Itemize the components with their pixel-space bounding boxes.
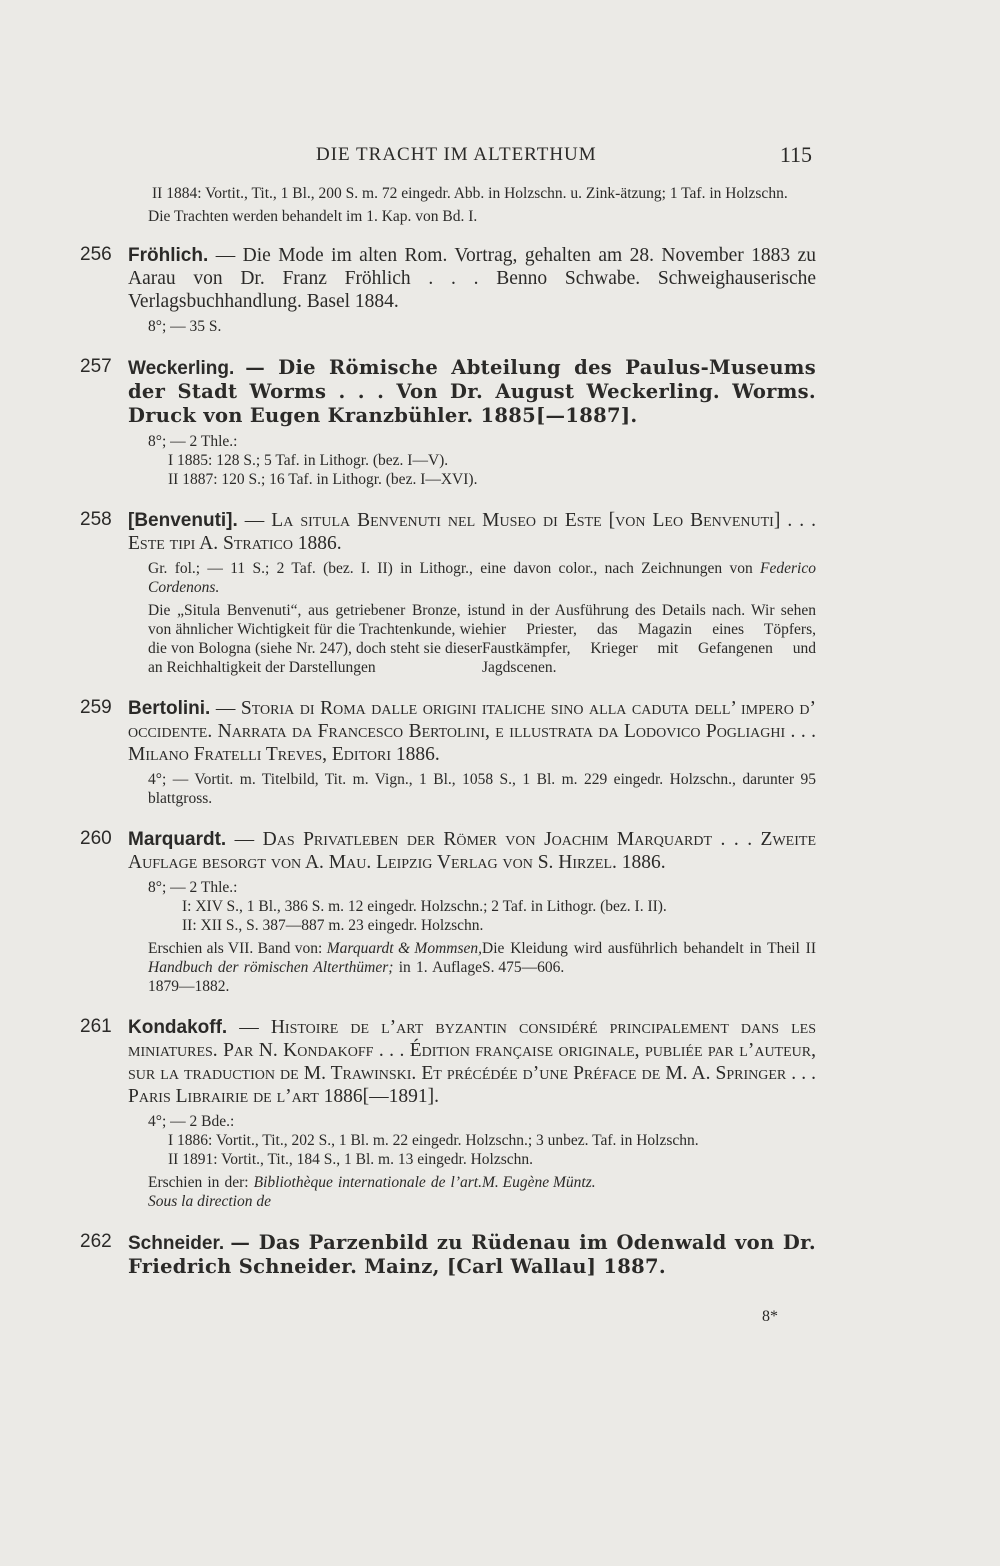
- entry-format-text: Gr. fol.; — 11 S.; 2 Taf. (bez. I. II) in Lithogr., eine davon color., nach Zeichnungen von: [148, 560, 761, 577]
- entry-author: Fröhlich.: [128, 245, 209, 266]
- entry-volume-1: I 1886: Vortit., Tit., 202 S., 1 Bl. m. 22 eingedr. Holzschn.; 3 unbez. Taf. in Holzschn.: [168, 1132, 699, 1149]
- entry-format: 8°; — 2 Thle.:: [148, 433, 238, 450]
- entry-author: Marquardt.: [128, 829, 227, 850]
- entry-number: 261: [80, 1016, 112, 1037]
- entry-260: [80, 828, 816, 996]
- note-column-left: [148, 939, 482, 996]
- entry-title: — Histoire de l’art byzantin considéré principalement dans les miniatures. Par N. Kondakoff . . . Édition française originale, publiée par l’auteur, sur la traduction de M. Trawinski. Et précédée d’une Préface de M. A. Springer . . . Paris Librairie de l’art 1886[—1891].: [128, 1017, 816, 1107]
- note-text-end: in 1. Auflage 1879—1882.: [148, 959, 482, 995]
- running-header: [148, 144, 812, 170]
- entry-title: — Das Parzenbild zu Rüdenau im Odenwald von Dr. Friedrich Schneider. Mainz, [Carl Wallau] 1887.: [128, 1231, 817, 1278]
- entry-261: [80, 1016, 816, 1211]
- entry-number: 259: [80, 697, 112, 718]
- entry-262: [80, 1231, 816, 1279]
- entry-number: 262: [80, 1231, 112, 1252]
- note-column-left: Die „Situla Benvenuti“, aus getriebener Bronze, ist von ähnlicher Wichtigkeit für die Trachtenkunde, wie die von Bologna (siehe Nr. 247), doch steht sie dieser an Reichhaltigkeit der Darstellungen: [148, 602, 482, 676]
- note-column-left: [148, 1173, 482, 1211]
- entry-author: Weckerling.: [128, 358, 235, 379]
- note-series-title: Marquardt & Mommsen, Handbuch der römischen Alterthümer;: [148, 940, 482, 976]
- entry-257: [80, 356, 816, 489]
- entry-note: [148, 601, 816, 677]
- entry-title: — Das Privatleben der Römer von Joachim Marquardt . . . Zweite Auflage besorgt von A. Mau. Leipzig Verlag von S. Hirzel. 1886.: [128, 829, 816, 873]
- entry-title: — La situla Benvenuti nel Museo di Este [von Leo Benvenuti] . . . Este tipi A. Stratico 1886.: [128, 510, 816, 554]
- entry-author: [Benvenuti].: [128, 510, 238, 531]
- entry-volume-1: I: XIV S., 1 Bl., 386 S. m. 12 eingedr. Holzschn.; 2 Taf. in Lithogr. (bez. I. II).: [182, 898, 667, 915]
- page-number: 115: [779, 142, 812, 167]
- entry-259: [80, 697, 816, 808]
- entry-author: Kondakoff.: [128, 1017, 228, 1038]
- entry-volume-1: I 1885: 128 S.; 5 Taf. in Lithogr. (bez. I—V).: [168, 452, 449, 469]
- entry-format: 4°; — Vortit. m. Titelbild, Tit. m. Vign., 1 Bl., 1058 S., 1 Bl. m. 229 eingedr. Holzschn., darunter 95 blattgross.: [148, 771, 816, 807]
- note-column-right: Die Kleidung wird ausführlich behandelt in Theil II S. 475—606.: [482, 940, 816, 976]
- note-series-title: Bibliothèque internationale de l’art. Sous la direction de: [148, 1174, 482, 1210]
- entry-volume-2: II 1891: Vortit., Tit., 184 S., 1 Bl. m. 13 eingedr. Holzschn.: [168, 1151, 533, 1168]
- entry-author: Bertolini.: [128, 698, 211, 719]
- entry-number: 256: [80, 244, 112, 265]
- running-title: DIE TRACHT IM ALTERTHUM: [316, 144, 597, 165]
- note-column-right: M. Eugène Müntz.: [482, 1174, 596, 1191]
- entry-258: [80, 509, 816, 677]
- printer-signature: 8*: [762, 1308, 778, 1325]
- entry-title: — Storia di Roma dalle origini italiche sino alla caduta dell’ impero d’ occidente. Narrata da Francesco Bertolini, e illustrata da Lodovico Pogliaghi . . . Milano Fratelli Treves, Editori 1886.: [128, 698, 816, 765]
- entry-format: 4°; — 2 Bde.:: [148, 1113, 235, 1130]
- entry-note: [148, 1173, 816, 1211]
- entry-title: — Die Mode im alten Rom. Vortrag, gehalten am 28. November 1883 zu Aarau von Dr. Franz Fröhlich . . . Benno Schwabe. Schweighauserische Verlagsbuchhandlung. Basel 1884.: [128, 245, 817, 312]
- entry-number: 258: [80, 509, 112, 530]
- entry-format-illustrator: Federico Cordenons.: [148, 560, 816, 596]
- entry-format: 8°; — 2 Thle.:: [148, 879, 238, 896]
- note-text: Erschien in der:: [148, 1174, 254, 1191]
- entry-format: 8°; — 35 S.: [148, 318, 222, 335]
- entry-volume-2: II: XII S., S. 387—887 m. 23 eingedr. Holzschn.: [182, 917, 484, 934]
- entry-number: 257: [80, 356, 112, 377]
- entry-format: [148, 559, 816, 597]
- entry-author: Schneider.: [128, 1233, 225, 1254]
- entry-note: [148, 939, 816, 996]
- main-text: [80, 184, 816, 1279]
- note-column-right: und in der Ausführung des Details nach. Wir sehen hier Priester, das Magazin eines Töpfers, Faustkämpfer, Krieger mit Gefangenen und Jagdscenen.: [482, 602, 816, 676]
- continuation-volume-line: II 1884: Vortit., Tit., 1 Bl., 200 S. m. 72 eingedr. Abb. in Holzschn. u. Zink-ätzung; 1 Taf. in Holzschn.: [152, 185, 788, 202]
- entry-volume-2: II 1887: 120 S.; 16 Taf. in Lithogr. (bez. I—XVI).: [168, 471, 478, 488]
- entry-title: — Die Römische Abteilung des Paulus-Museums der Stadt Worms . . . Von Dr. August Weckerling. Worms. Druck von Eugen Kranzbühler. 1885[—1887].: [128, 356, 817, 427]
- entry-number: 260: [80, 828, 112, 849]
- entry-256: [80, 244, 816, 336]
- note-text: Erschien als VII. Band von:: [148, 940, 327, 957]
- continuation-note: Die Trachten werden behandelt im 1. Kap. von Bd. I.: [148, 208, 478, 225]
